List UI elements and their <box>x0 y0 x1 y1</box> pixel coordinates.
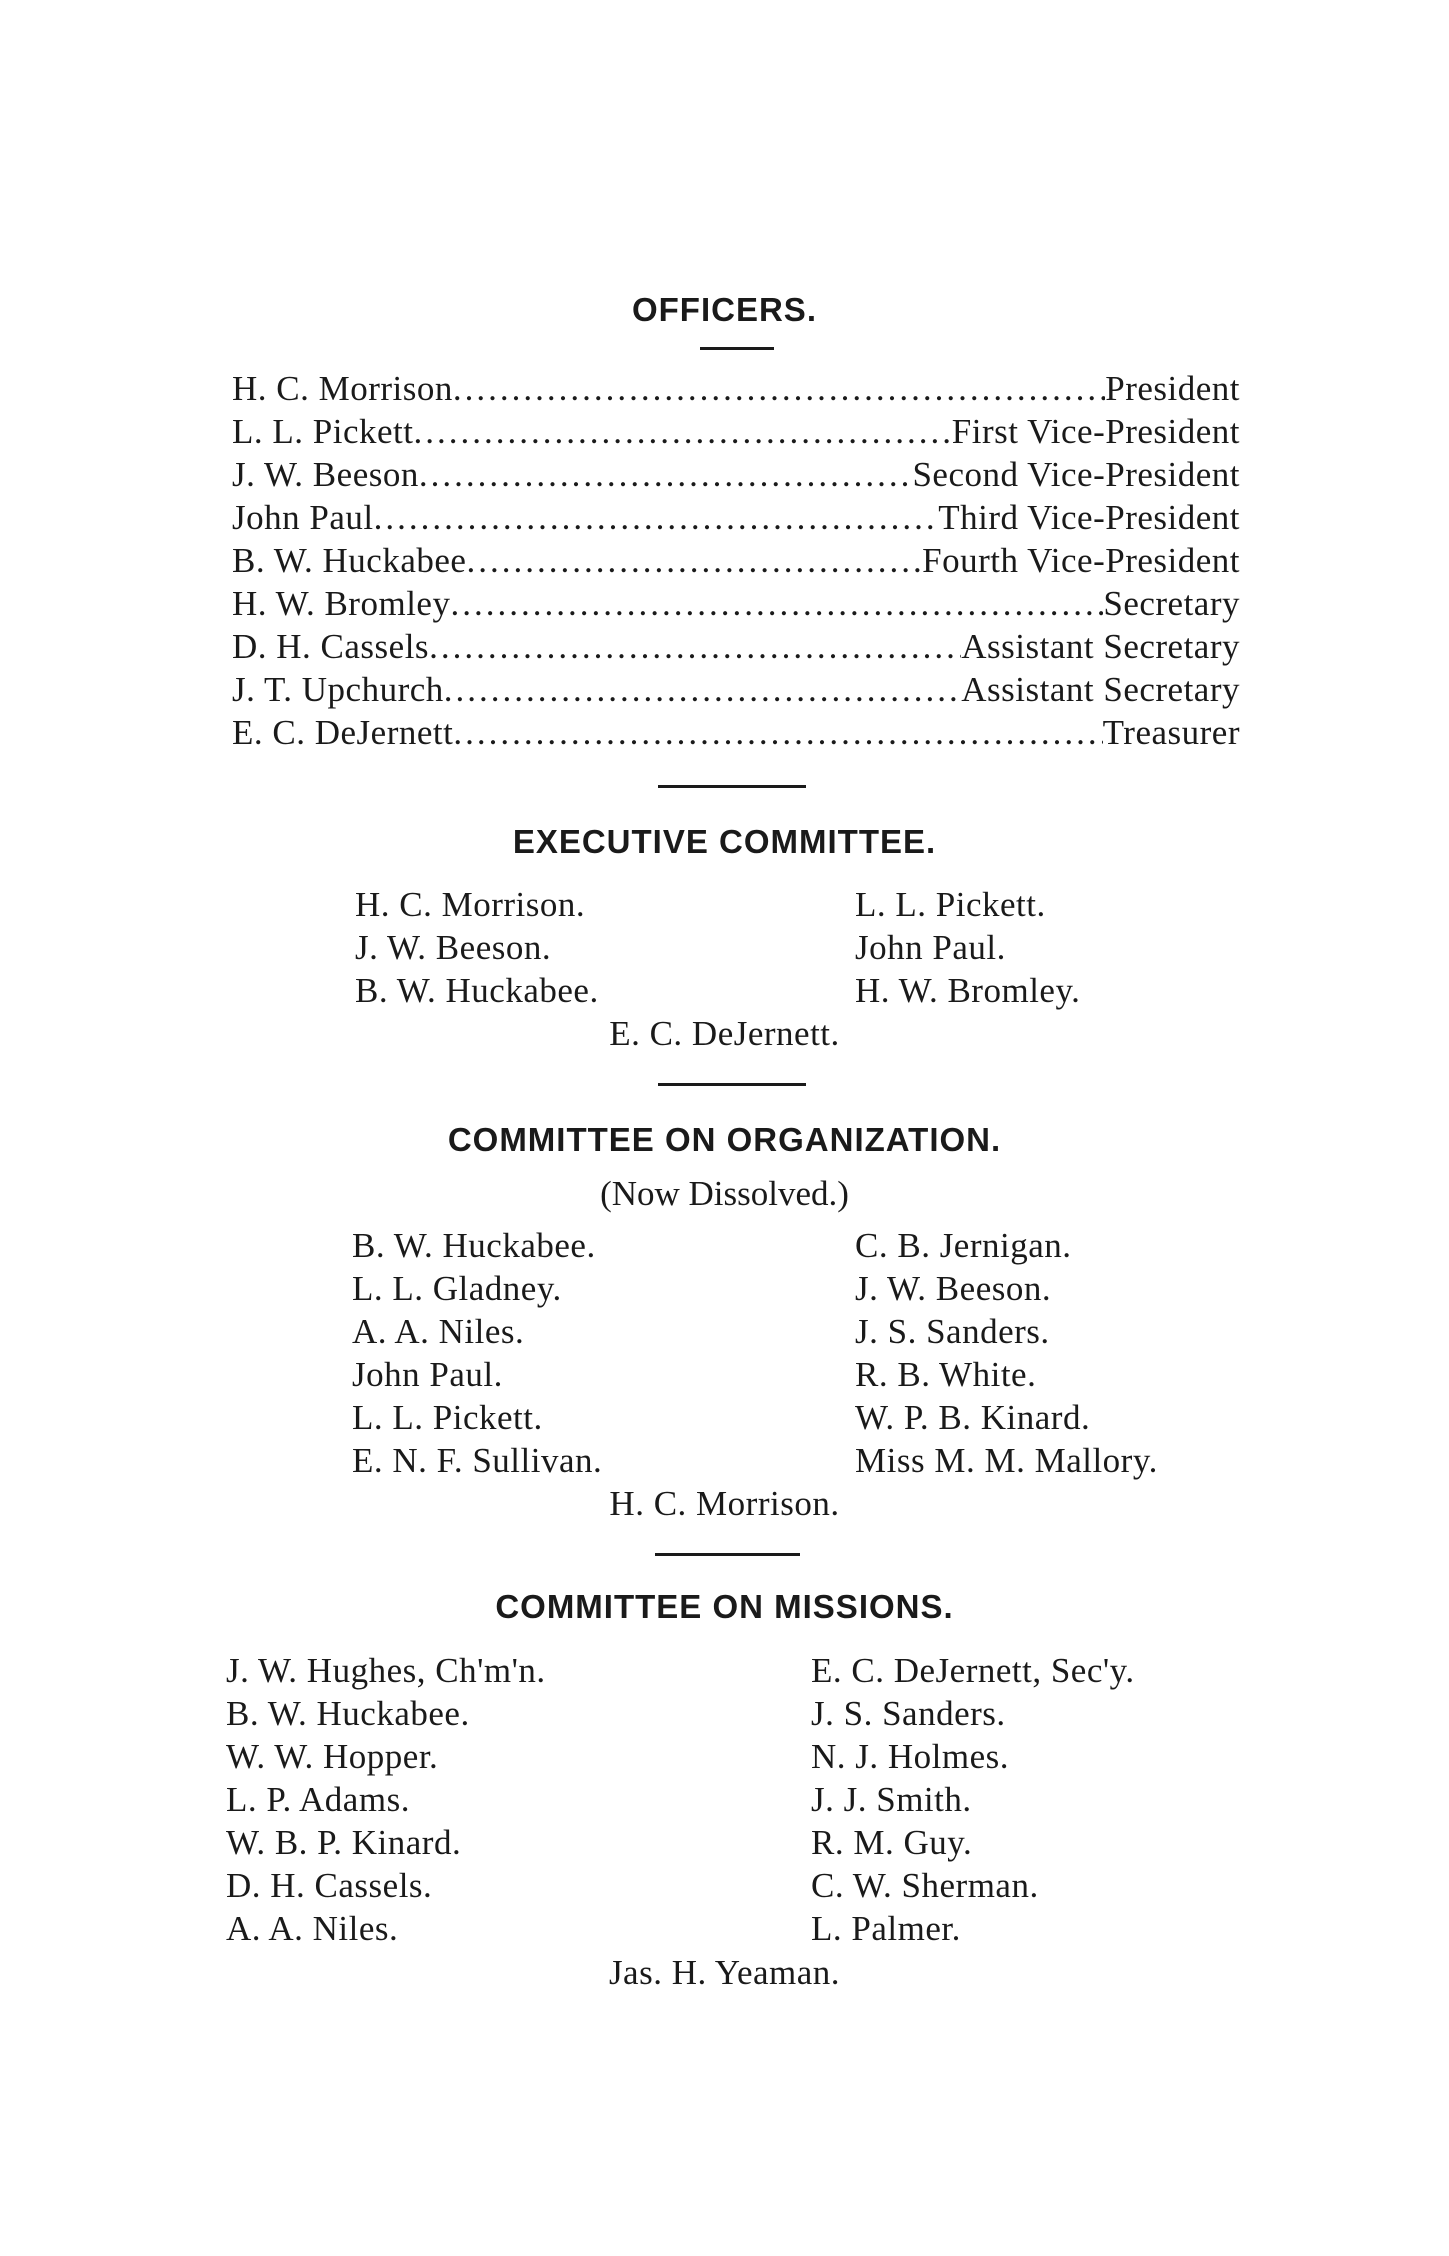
officer-row <box>232 625 1240 668</box>
officer-row <box>232 410 1240 453</box>
dot-leader <box>419 453 913 496</box>
missions-committee-left-column <box>226 1649 546 1950</box>
dot-leader <box>466 539 922 582</box>
officer-name: B. W. Huckabee <box>232 541 467 580</box>
member-name: John Paul. <box>352 1355 503 1394</box>
officer-name: D. H. Cassels <box>232 627 430 666</box>
member-name: B. W. Huckabee. <box>355 971 599 1010</box>
member-name: A. A. Niles. <box>226 1909 399 1948</box>
member-name: R. M. Guy. <box>811 1823 973 1862</box>
officer-name: J. W. Beeson <box>232 455 419 494</box>
member-name: J. S. Sanders. <box>855 1312 1050 1351</box>
executive-committee-right-column <box>855 883 1080 1012</box>
member-name: B. W. Huckabee. <box>226 1694 470 1733</box>
officer-title: President <box>1105 369 1240 408</box>
officer-name: John Paul <box>232 498 374 537</box>
section-rule <box>658 1083 806 1086</box>
member-name: B. W. Huckabee. <box>352 1226 596 1265</box>
missions-committee-heading: COMMITTEE ON MISSIONS. <box>495 1588 954 1625</box>
officer-name: J. T. Upchurch <box>232 670 444 709</box>
member-name: J. S. Sanders. <box>811 1694 1006 1733</box>
member-name: L. L. Pickett. <box>855 885 1046 924</box>
executive-committee-left-column <box>355 883 599 1012</box>
dot-leader <box>429 625 961 668</box>
executive-committee-heading: EXECUTIVE COMMITTEE. <box>512 823 937 860</box>
section-rule <box>655 1553 800 1556</box>
member-name: C. B. Jernigan. <box>855 1226 1072 1265</box>
member-name: John Paul. <box>855 928 1006 967</box>
member-name: W. W. Hopper. <box>226 1737 439 1776</box>
officer-row <box>232 539 1240 582</box>
officers-list <box>232 367 1240 754</box>
officer-row <box>232 496 1240 539</box>
member-name: E. C. DeJernett, Sec'y. <box>811 1651 1135 1690</box>
member-name-centered: E. C. DeJernett. <box>609 1014 840 1053</box>
member-name: L. Palmer. <box>811 1909 961 1948</box>
officers-rule <box>700 347 774 350</box>
member-name: A. A. Niles. <box>352 1312 525 1351</box>
officer-title: First Vice-President <box>951 412 1240 451</box>
dot-leader <box>413 410 951 453</box>
officer-title: Third Vice-President <box>938 498 1240 537</box>
officer-title: Treasurer <box>1102 713 1240 752</box>
organization-committee-heading: COMMITTEE ON ORGANIZATION. <box>447 1121 1002 1158</box>
organization-committee-right-column <box>855 1224 1158 1482</box>
officer-title: Assistant Secretary <box>961 627 1240 666</box>
officer-title: Second Vice-President <box>912 455 1240 494</box>
officer-row <box>232 367 1240 410</box>
member-name: R. B. White. <box>855 1355 1037 1394</box>
member-name: E. N. F. Sullivan. <box>352 1441 603 1480</box>
member-name: J. J. Smith. <box>811 1780 972 1819</box>
officer-title: Assistant Secretary <box>961 670 1240 709</box>
member-name: H. W. Bromley. <box>855 971 1081 1010</box>
member-name: J. W. Beeson. <box>355 928 552 967</box>
member-name: C. W. Sherman. <box>811 1866 1039 1905</box>
member-name: L. P. Adams. <box>226 1780 410 1819</box>
member-name: L. L. Pickett. <box>352 1398 543 1437</box>
member-name: W. P. B. Kinard. <box>855 1398 1091 1437</box>
member-name-centered: H. C. Morrison. <box>609 1484 840 1523</box>
officer-row <box>232 582 1240 625</box>
officer-row <box>232 668 1240 711</box>
organization-committee-left-column <box>352 1224 602 1482</box>
dot-leader <box>444 668 961 711</box>
officer-name: L. L. Pickett <box>232 412 414 451</box>
officer-title: Secretary <box>1103 584 1240 623</box>
member-name: Miss M. M. Mallory. <box>855 1441 1158 1480</box>
officer-row <box>232 453 1240 496</box>
dot-leader <box>450 582 1103 625</box>
officer-title: Fourth Vice-President <box>922 541 1240 580</box>
officers-heading: OFFICERS. <box>631 291 817 328</box>
member-name: D. H. Cassels. <box>226 1866 433 1905</box>
member-name: N. J. Holmes. <box>811 1737 1010 1776</box>
missions-committee-right-column <box>811 1649 1135 1950</box>
officer-name: E. C. DeJernett <box>232 713 454 752</box>
member-name: H. C. Morrison. <box>355 885 586 924</box>
member-name: L. L. Gladney. <box>352 1269 562 1308</box>
dot-leader <box>453 711 1102 754</box>
member-name: J. W. Hughes, Ch'm'n. <box>226 1651 546 1690</box>
member-name: W. B. P. Kinard. <box>226 1823 462 1862</box>
dot-leader <box>453 367 1105 410</box>
officer-name: H. W. Bromley <box>232 584 451 623</box>
section-rule <box>658 785 806 788</box>
organization-committee-note: (Now Dissolved.) <box>600 1174 849 1213</box>
dot-leader <box>374 496 939 539</box>
officer-name: H. C. Morrison <box>232 369 453 408</box>
officer-row <box>232 711 1240 754</box>
member-name: J. W. Beeson. <box>855 1269 1052 1308</box>
member-name-centered: Jas. H. Yeaman. <box>608 1953 841 1992</box>
